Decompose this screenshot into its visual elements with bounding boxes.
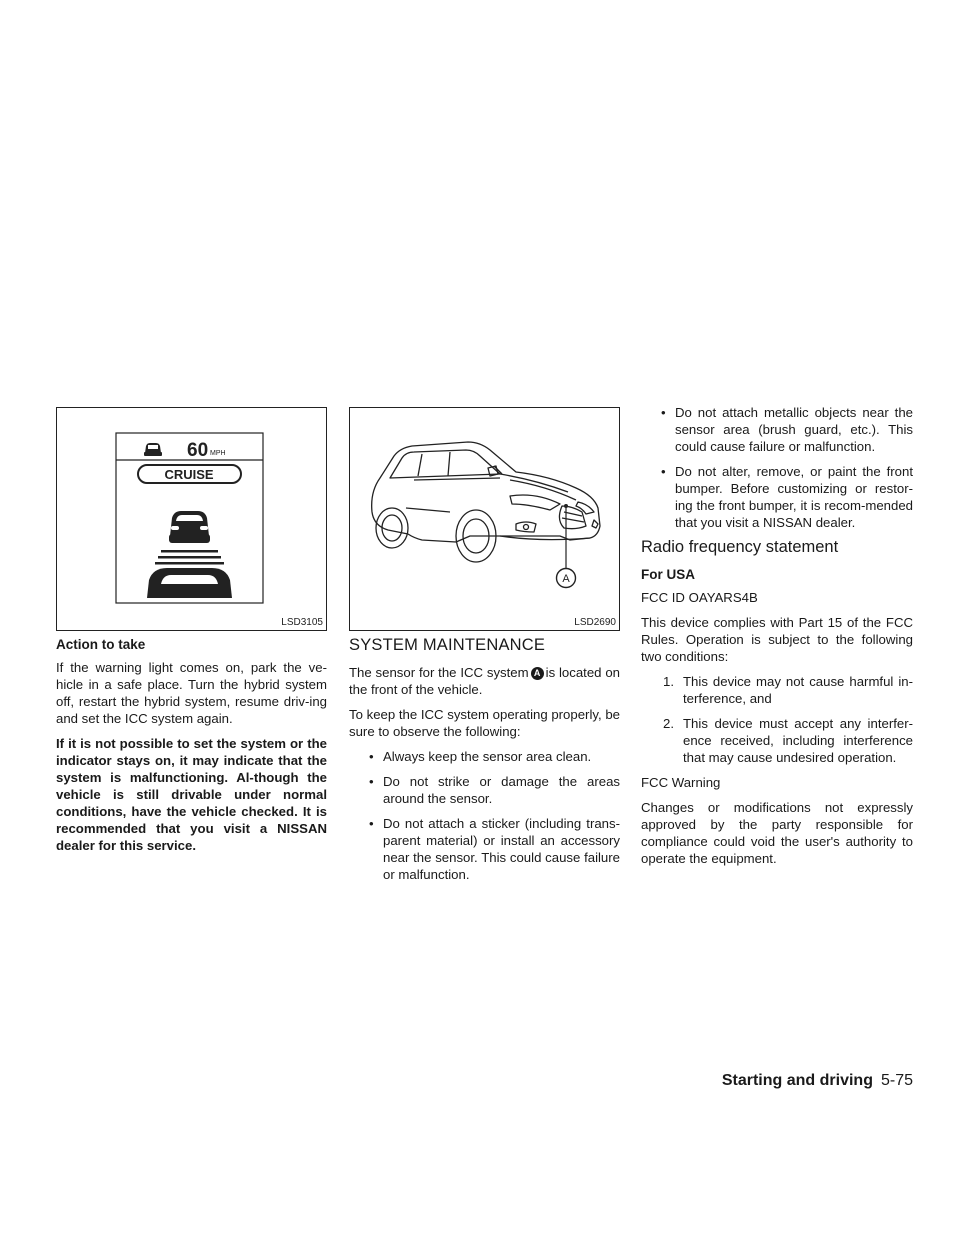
car-icon: [144, 443, 162, 456]
footer-section: Starting and driving: [721, 1072, 873, 1089]
figure-code: LSD2690: [574, 617, 616, 628]
own-vehicle-icon: [147, 568, 232, 598]
distance-bar: [161, 550, 218, 553]
radio-frequency-title: Radio frequency statement: [641, 538, 839, 556]
figure-code: LSD3105: [281, 617, 323, 628]
list-item: 1. This device may not cause harmful in-terference, and: [663, 674, 913, 706]
list-item: • Do not attach metallic objects near the sensor area (brush guard, etc.). This could cause failure or malfunction.: [641, 404, 913, 455]
cruise-mode-text: CRUISE: [164, 467, 214, 482]
list-item: • Do not strike or damage the areas around the sensor.: [349, 773, 620, 807]
list-item: • Do not attach a sticker (including trans-parent material) or install an accessory near the sensor. This could cause failure or malfunction.: [349, 815, 620, 883]
fcc-warning-paragraph: Changes or modifications not expressly approved by the party responsible for compliance could void the user's authority to operate the equipment.: [641, 800, 913, 866]
figure-cruise-display: [56, 407, 327, 631]
distance-bar: [155, 562, 224, 565]
figure-sensor-location: [349, 407, 620, 631]
maintenance-intro: To keep the ICC system operating properly, be sure to observe the following:: [349, 707, 620, 739]
list-item: • Do not alter, remove, or paint the front bumper. Before customizing or restor-ing the front bumper, it is recom-mended that you visit a NISSAN dealer.: [641, 463, 913, 531]
malfunction-paragraph: If it is not possible to set the system or the indicator stays on, it may indicate that the system is malfunctioning. Al-though the vehicle is still drivable under normal conditions, have the vehicle checked. It is recommended that you visit a NISSAN dealer for this service.: [56, 736, 327, 853]
conditions-list: [641, 673, 913, 766]
section-title: SYSTEM MAINTENANCE: [349, 636, 546, 654]
callout-label: A: [562, 573, 570, 585]
speed-value: 60: [187, 440, 209, 461]
vehicle-front-illustration: [350, 408, 619, 630]
action-heading: Action to take: [56, 637, 146, 652]
distance-bar: [158, 556, 221, 559]
fcc-id: FCC ID OAYARS4B: [641, 590, 758, 605]
sensor-location-paragraph: The sensor for the ICC system A is located on the front of the vehicle.: [349, 665, 621, 697]
page-footer: [722, 1072, 913, 1090]
lead-vehicle-icon: [169, 511, 210, 543]
page-number: 5-75: [880, 1072, 913, 1089]
list-item: 2. This device must accept any interfer-ence received, including interference that may cause undesired operation.: [663, 716, 913, 765]
right-column: [641, 404, 913, 875]
left-column: [56, 636, 327, 862]
callout-marker: A: [531, 667, 544, 680]
action-paragraph: If the warning light comes on, park the ve-hicle in a safe place. Turn the hybrid system off, restart the hybrid system, resume driv-ing and set the ICC system again.: [56, 660, 327, 726]
region-heading: For USA: [641, 567, 695, 582]
compliance-paragraph: This device complies with Part 15 of the FCC Rules. Operation is subject to the following two conditions:: [641, 615, 913, 664]
middle-column: [349, 637, 620, 891]
speed-unit: MPH: [210, 450, 226, 457]
fcc-warning-heading: FCC Warning: [641, 775, 721, 790]
cruise-display-illustration: [57, 408, 326, 630]
maintenance-list-continued: [641, 404, 913, 531]
maintenance-list: [349, 748, 620, 883]
list-item: • Always keep the sensor area clean.: [349, 748, 620, 765]
